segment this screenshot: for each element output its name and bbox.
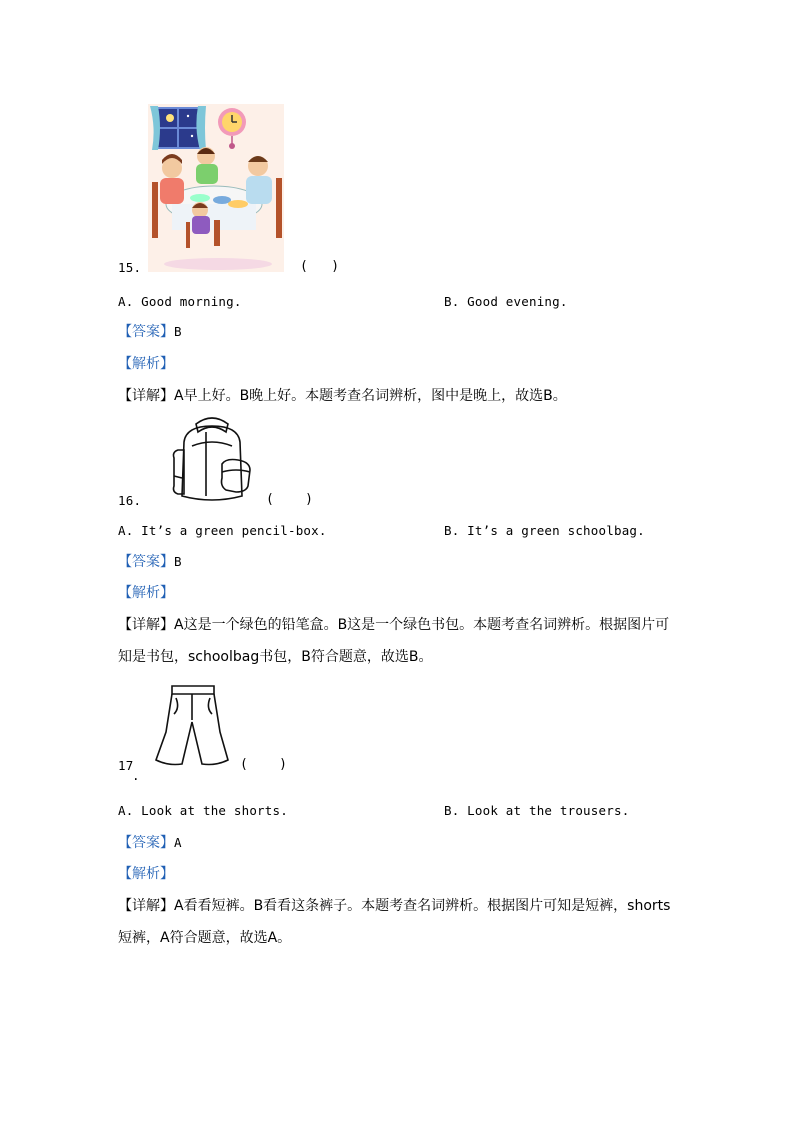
question-number-dot: . <box>132 768 140 783</box>
answer-label: 【答案】 <box>118 324 174 340</box>
answer-label: 【答案】 <box>118 554 174 570</box>
detail-text: A看看短裤。B看看这条裤子。本题考查名词辨析。根据图片可知是短裤，shorts <box>174 898 671 914</box>
detail-text: 短裤，A符合题意，故选A。 <box>118 930 292 946</box>
detail-text: 知是书包，schoolbag书包，B符合题意，故选B。 <box>118 649 433 665</box>
option-b: B. Good evening. <box>444 294 568 309</box>
option-a: A. Good morning. <box>118 294 242 309</box>
option-b: B. It’s a green schoolbag. <box>444 523 645 538</box>
schoolbag-image <box>166 412 258 504</box>
detail-label: 【详解】 <box>118 388 174 404</box>
option-a: A. It’s a green pencil-box. <box>118 523 327 538</box>
answer-value: A <box>174 835 182 850</box>
answer-paren: ( ) <box>266 492 313 507</box>
answer-paren: ( ) <box>240 757 287 772</box>
family-dinner-image <box>148 104 284 272</box>
detail-text: A早上好。B晚上好。本题考查名词辨析，图中是晚上，故选B。 <box>174 388 567 404</box>
analysis-label: 【解析】 <box>118 585 174 601</box>
question-number: 15. <box>118 260 142 275</box>
option-a: A. Look at the shorts. <box>118 803 288 818</box>
detail-label: 【详解】 <box>118 617 174 633</box>
detail-text: A这是一个绿色的铅笔盒。B这是一个绿色书包。本题考查名词辨析。根据图片可 <box>174 617 670 633</box>
option-b: B. Look at the trousers. <box>444 803 630 818</box>
analysis-label: 【解析】 <box>118 866 174 882</box>
question-number: 16. <box>118 493 142 508</box>
answer-value: B <box>174 554 182 569</box>
answer-label: 【答案】 <box>118 835 174 851</box>
shorts-image <box>152 682 232 770</box>
answer-paren: ( ) <box>300 259 340 274</box>
answer-value: B <box>174 324 182 339</box>
analysis-label: 【解析】 <box>118 356 174 372</box>
detail-label: 【详解】 <box>118 898 174 914</box>
question-number: 17 <box>118 758 134 773</box>
